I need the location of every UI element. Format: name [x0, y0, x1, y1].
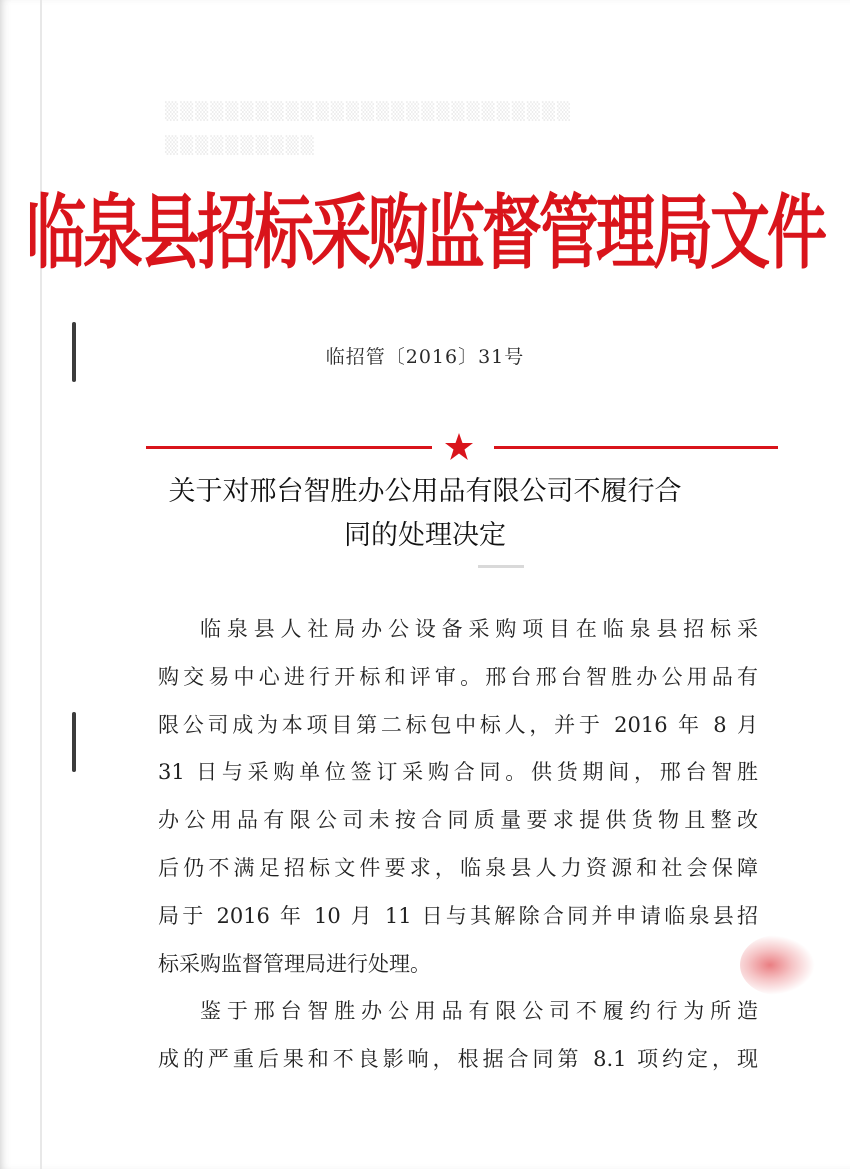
- body-line: 办公用品有限公司未按合同质量要求提供货物且整改: [158, 808, 758, 833]
- red-rule-right: [494, 446, 778, 449]
- title-line-2: 同的处理决定: [344, 520, 506, 551]
- body-line: 后仍不满足招标文件要求，临泉县人力资源和社会保障: [158, 855, 758, 880]
- staple-bottom: [72, 712, 76, 772]
- document-body: [158, 606, 758, 1084]
- ink-smudge: [478, 565, 524, 568]
- body-line: 鉴于邢台智胜办公用品有限公司不履约行为所造: [200, 999, 758, 1024]
- issuer-title: 临泉县招标采购监督管理局文件: [26, 186, 824, 282]
- body-line: 临泉县人社局办公设备采购项目在临泉县招标采: [200, 617, 758, 641]
- body-line: 31 日与采购单位签订采购合同。供货期间，邢台智胜: [158, 760, 758, 785]
- body-line: 成的严重后果和不良影响，根据合同第 8.1 项约定，现: [158, 1047, 758, 1072]
- show-through-text: ▒▒▒▒▒▒▒▒▒▒▒▒▒▒▒▒▒▒▒▒▒▒▒▒▒▒▒ ▒▒▒▒▒▒▒▒▒▒: [165, 102, 572, 156]
- document-title: [0, 470, 850, 558]
- body-line: 购交易中心进行开标和评审。邢台邢台智胜办公用品有: [158, 664, 758, 689]
- body-line: 局于 2016 年 10 月 11 日与其解除合同并申请临泉县招: [158, 903, 758, 928]
- document-number: 临招管〔2016〕31号: [325, 346, 525, 368]
- red-star-icon: [444, 432, 474, 462]
- red-seal-stamp-fragment: [740, 935, 815, 995]
- red-rule-left: [146, 446, 432, 449]
- body-line: 限公司成为本项目第二标包中标人，并于 2016 年 8 月: [158, 712, 758, 737]
- title-line-1: 关于对邢台智胜办公用品有限公司不履行合: [168, 476, 682, 507]
- body-line: 标采购监督管理局进行处理。: [158, 951, 431, 976]
